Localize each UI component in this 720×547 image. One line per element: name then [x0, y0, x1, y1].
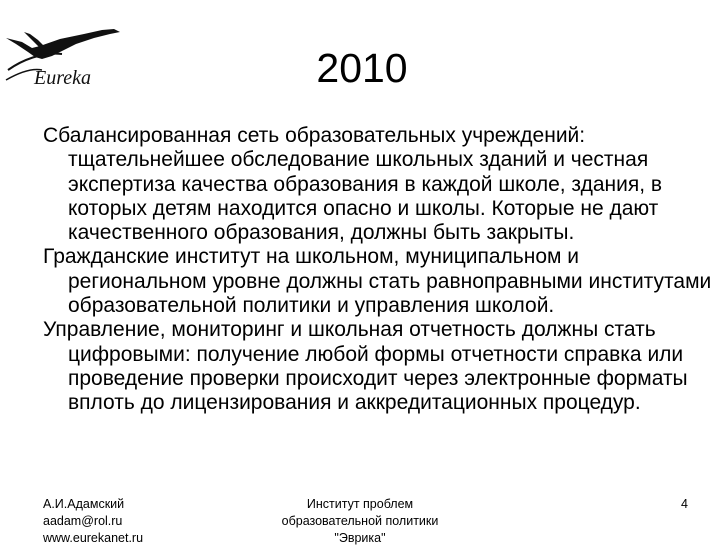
footer-institute-line: образовательной политики	[281, 514, 439, 528]
footer-institute-line: "Эврика"	[334, 531, 386, 545]
paragraph: Гражданские институт на школьном, муниципальном и региональном уровне должны стать равноправными институтами образовательной политики и управления школой.	[43, 245, 712, 318]
footer-author-block	[43, 496, 143, 547]
page-number: 4	[681, 497, 688, 511]
slide-body	[43, 124, 715, 416]
footer-institute-block	[262, 496, 458, 547]
paragraph: Управление, мониторинг и школьная отчетность должны стать цифровыми: получение любой формы отчетности справка или проведение проверки происходит через электронные форматы вплоть до лицензирования и аккредитационных процедур.	[43, 318, 688, 415]
slide-title: 2010	[316, 45, 408, 91]
paragraph: Сбалансированная сеть образовательных учреждений: тщательнейшее обследование школьных зданий и честная экспертиза качества образования в каждой школе, здания, в которых детям находится опасно и школы. Которые не дают качественного образования, должны быть закрыты.	[43, 124, 663, 245]
footer-website: www.eurekanet.ru	[43, 531, 144, 545]
footer-author: А.И.Адамский	[43, 497, 125, 511]
logo-wordmark: Eureka	[34, 67, 92, 89]
footer-email: aadam@rol.ru	[43, 514, 123, 528]
footer-institute-line: Институт проблем	[306, 497, 414, 511]
